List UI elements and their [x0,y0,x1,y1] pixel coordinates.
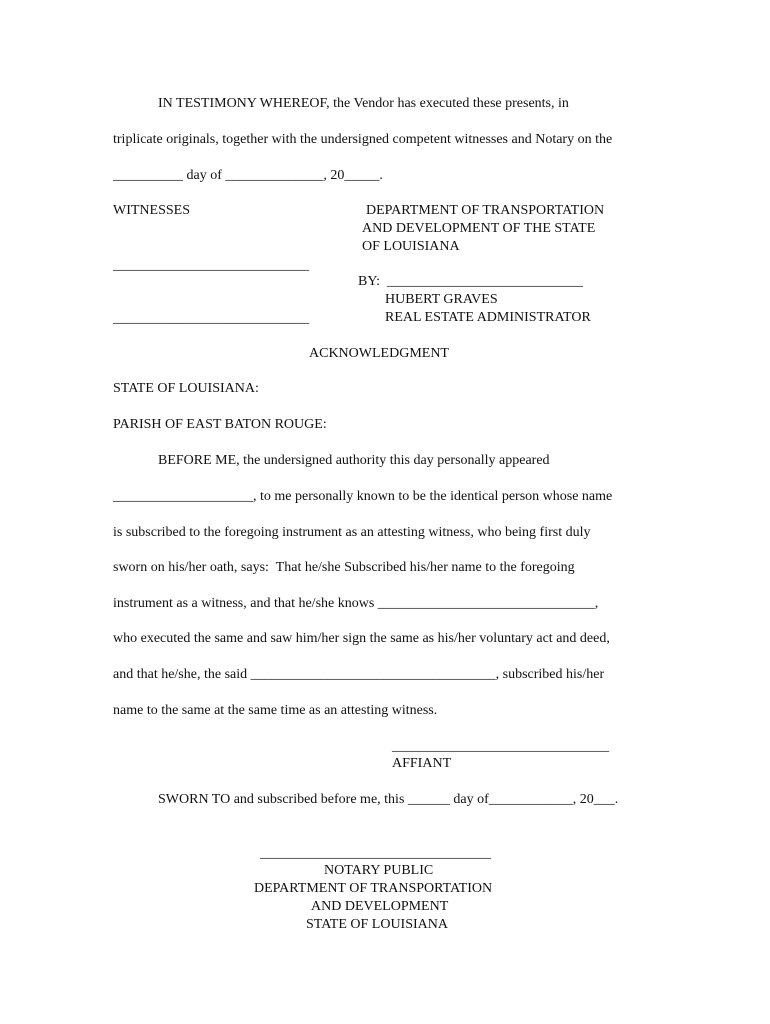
signer-title: REAL ESTATE ADMINISTRATOR [385,310,591,325]
testimony-line-2: triplicate originals, together with the undersigned competent witnesses and Notary on the [113,132,613,147]
sworn-statement: SWORN TO and subscribed before me, this ______ day of____________, 20___. [158,792,619,807]
notary-department-line-2: AND DEVELOPMENT [311,899,449,914]
acknowledgment-body-line: name to the same at the same time as an attesting witness. [113,703,438,718]
acknowledgment-body-line: and that he/she, the said ___________________________________, subscribed his/her [113,667,605,682]
department-line-2: AND DEVELOPMENT OF THE STATE [362,221,596,236]
testimony-line-1: IN TESTIMONY WHEREOF, the Vendor has executed these presents, in [158,96,569,111]
notary-department-line-1: DEPARTMENT OF TRANSPORTATION [254,881,493,896]
acknowledgment-body-line: who executed the same and saw him/her sign the same as his/her voluntary act and deed, [113,631,610,646]
state-label: STATE OF LOUISIANA: [113,381,259,396]
acknowledgment-body-line: instrument as a witness, and that he/she knows _______________________________, [113,596,599,611]
witnesses-label: WITNESSES [113,203,190,218]
department-line-1: DEPARTMENT OF TRANSPORTATION [366,203,605,218]
by-signature-line: BY: ____________________________ [358,274,584,289]
witness-signature-line-2: ____________________________ [113,311,309,326]
notary-public-label: NOTARY PUBLIC [324,863,434,878]
parish-label: PARISH OF EAST BATON ROUGE: [113,417,327,432]
affiant-signature-line: _______________________________ [392,739,609,754]
department-line-3: OF LOUISIANA [362,239,460,254]
testimony-line-3: __________ day of ______________, 20_____. [113,168,383,183]
notary-state-line: STATE OF LOUISIANA [306,917,448,932]
signer-name: HUBERT GRAVES [385,292,498,307]
acknowledgment-body-line: BEFORE ME, the undersigned authority this day personally appeared [158,453,550,468]
acknowledgment-body-line: ____________________, to me personally known to be the identical person whose name [113,489,613,504]
witness-signature-line-1: ____________________________ [113,258,309,273]
acknowledgment-heading: ACKNOWLEDGMENT [309,346,449,361]
notary-signature-line: _________________________________ [260,846,491,861]
affiant-label: AFFIANT [392,756,452,771]
acknowledgment-body-line: sworn on his/her oath, says: That he/she Subscribed his/her name to the foregoing [113,560,575,575]
acknowledgment-body-line: is subscribed to the foregoing instrument as an attesting witness, who being first duly [113,525,591,540]
